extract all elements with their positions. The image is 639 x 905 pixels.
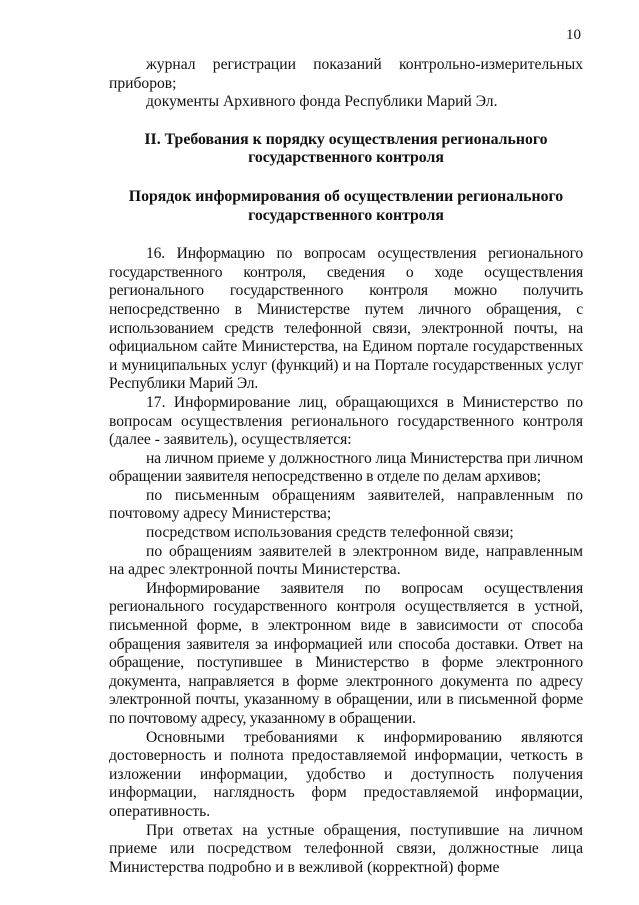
- document-body: [109, 56, 583, 877]
- body-paragraph: При ответах на устные обращения, поступившие на личном приеме или посредством телефонной связи, должностные лица Министерства подробно и в вежливой (корректной) форме: [109, 821, 583, 876]
- paragraph-16: 16. Информацию по вопросам осуществления регионального государственного контроля, сведения о ходе осуществления регионального государственного контроля можно получить непосредственно в Министерстве путем личного обращения, с использованием средств телефонной связи, электронной почты, на официальном сайте Министерства, на Едином портале государственных и муниципальных услуг (функций) и на Портале государственных услуг Республики Марий Эл.: [109, 245, 583, 393]
- intro-paragraph: документы Архивного фонда Республики Марий Эл.: [146, 93, 498, 111]
- page-number: 10: [566, 27, 581, 43]
- body-paragraph: Информирование заявителя по вопросам осуществления регионального государственного контроля осуществляется в устной, письменной форме, в электронном виде в зависимости от способа обращения заявителя за информацией или способа доставки. Ответ на обращение, поступившее в Министерство в форме электронного документа, направляется в форме электронного документа по адресу электронной почты, указанному в обращении, или в письменной форме по почтовому адресу, указанному в обращении.: [109, 579, 583, 727]
- list-item: посредством использования средств телефонной связи;: [146, 524, 514, 542]
- list-item: на личном приеме у должностного лица Министерства при личном обращении заявителя непосредственно в отделе по делам архивов;: [109, 449, 583, 486]
- list-item: по письменным обращениям заявителей, направленным по почтовому адресу Министерства;: [109, 486, 583, 523]
- intro-paragraph: журнал регистрации показаний контрольно-измерительных приборов;: [109, 56, 583, 92]
- subsection-heading: Порядок информирования об осуществлении регионального государственного контроля: [128, 187, 564, 224]
- body-paragraph: Основными требованиями к информированию являются достоверность и полнота предоставляемой информации, четкость в изложении информации, удобство и доступность получения информации, наглядность форм предоставляемой информации, оперативность.: [109, 728, 583, 820]
- paragraph-17: 17. Информирование лиц, обращающихся в Министерство по вопросам осуществления регионального государственного контроля (далее - заявитель), осуществляется:: [109, 393, 583, 449]
- list-item: по обращениям заявителей в электронном виде, направленным на адрес электронной почты Министерства.: [109, 542, 583, 579]
- section-heading: II. Требования к порядку осуществления регионального государственного контроля: [144, 130, 548, 167]
